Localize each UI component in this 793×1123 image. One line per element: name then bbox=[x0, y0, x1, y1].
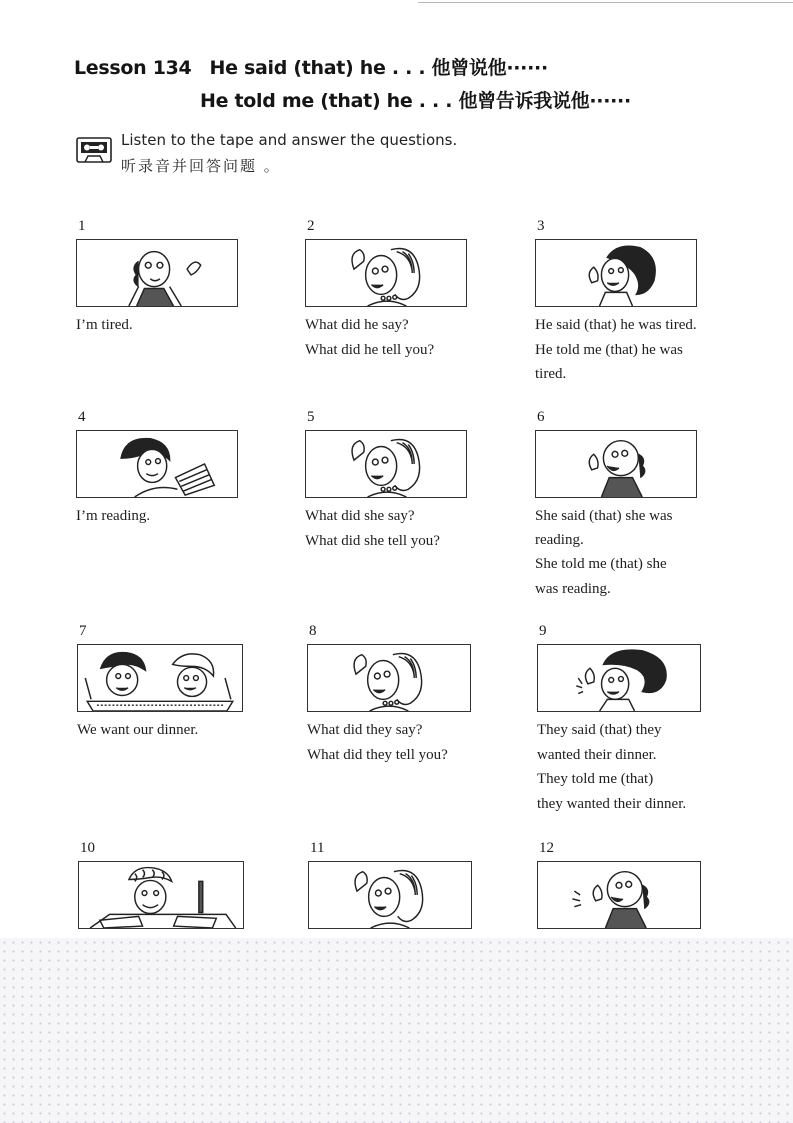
illustration-woman-asking bbox=[308, 861, 472, 929]
dotted-overlay-region bbox=[0, 938, 793, 1123]
exercise-line: they wanted their dinner. bbox=[537, 796, 687, 812]
exercise-line: was reading. bbox=[535, 581, 611, 597]
exercise-number: 11 bbox=[310, 840, 325, 856]
exercise-line: I’m reading. bbox=[76, 508, 151, 524]
exercise-line: tired. bbox=[535, 366, 567, 382]
title-line-1-text: He said (that) he . . . 他曾说他······ bbox=[209, 57, 548, 79]
illustration-boy-with-homework bbox=[78, 861, 244, 929]
exercise-line: What did he tell you? bbox=[305, 342, 435, 358]
illustration-woman-asking bbox=[305, 239, 467, 307]
exercise-line: They told me (that) bbox=[537, 771, 654, 787]
exercise-line: What did he say? bbox=[305, 317, 409, 333]
illustration-woman-answering bbox=[535, 239, 697, 307]
exercise-number: 4 bbox=[78, 409, 86, 425]
illustration-woman-reading bbox=[76, 430, 238, 498]
exercise-line: What did she say? bbox=[305, 508, 415, 524]
lesson-title-line-2: He told me (that) he . . . 他曾告诉我说他······ bbox=[200, 90, 631, 112]
exercise-line: He told me (that) he was bbox=[535, 342, 683, 358]
exercise-number: 6 bbox=[537, 409, 545, 425]
exercise-number: 12 bbox=[539, 840, 554, 856]
illustration-woman-answering bbox=[537, 644, 701, 712]
exercise-line: They said (that) they bbox=[537, 722, 662, 738]
instruction-chinese: 听录音并回答问题 。 bbox=[121, 157, 281, 175]
exercise-line: What did they say? bbox=[307, 722, 423, 738]
illustration-bald-man-answering bbox=[535, 430, 697, 498]
exercise-number: 2 bbox=[307, 218, 315, 234]
illustration-woman-asking bbox=[305, 430, 467, 498]
illustration-children-at-table bbox=[77, 644, 243, 712]
lesson-title-line-1 bbox=[74, 53, 548, 80]
exercise-line: He said (that) he was tired. bbox=[535, 317, 697, 333]
exercise-number: 10 bbox=[80, 840, 95, 856]
illustration-bald-man-answering bbox=[537, 861, 701, 929]
illustration-woman-asking bbox=[307, 644, 471, 712]
illustration-bald-man-yawning bbox=[76, 239, 238, 307]
exercise-line: reading. bbox=[535, 532, 584, 548]
exercise-number: 7 bbox=[79, 623, 87, 639]
exercise-number: 8 bbox=[309, 623, 317, 639]
exercise-line: She told me (that) she bbox=[535, 556, 667, 572]
exercise-number: 1 bbox=[78, 218, 86, 234]
exercise-number: 3 bbox=[537, 218, 545, 234]
exercise-line: She said (that) she was bbox=[535, 508, 673, 524]
instruction-english: Listen to the tape and answer the questions. bbox=[121, 131, 458, 149]
top-rule bbox=[418, 2, 793, 3]
exercise-number: 5 bbox=[307, 409, 315, 425]
exercise-line: wanted their dinner. bbox=[537, 747, 657, 763]
cassette-tape-icon bbox=[76, 137, 112, 163]
exercise-number: 9 bbox=[539, 623, 547, 639]
lesson-number: Lesson 134 bbox=[74, 57, 192, 79]
exercise-line: I’m tired. bbox=[76, 317, 133, 333]
exercise-line: What did she tell you? bbox=[305, 533, 440, 549]
exercise-line: We want our dinner. bbox=[77, 722, 199, 738]
exercise-line: What did they tell you? bbox=[307, 747, 448, 763]
